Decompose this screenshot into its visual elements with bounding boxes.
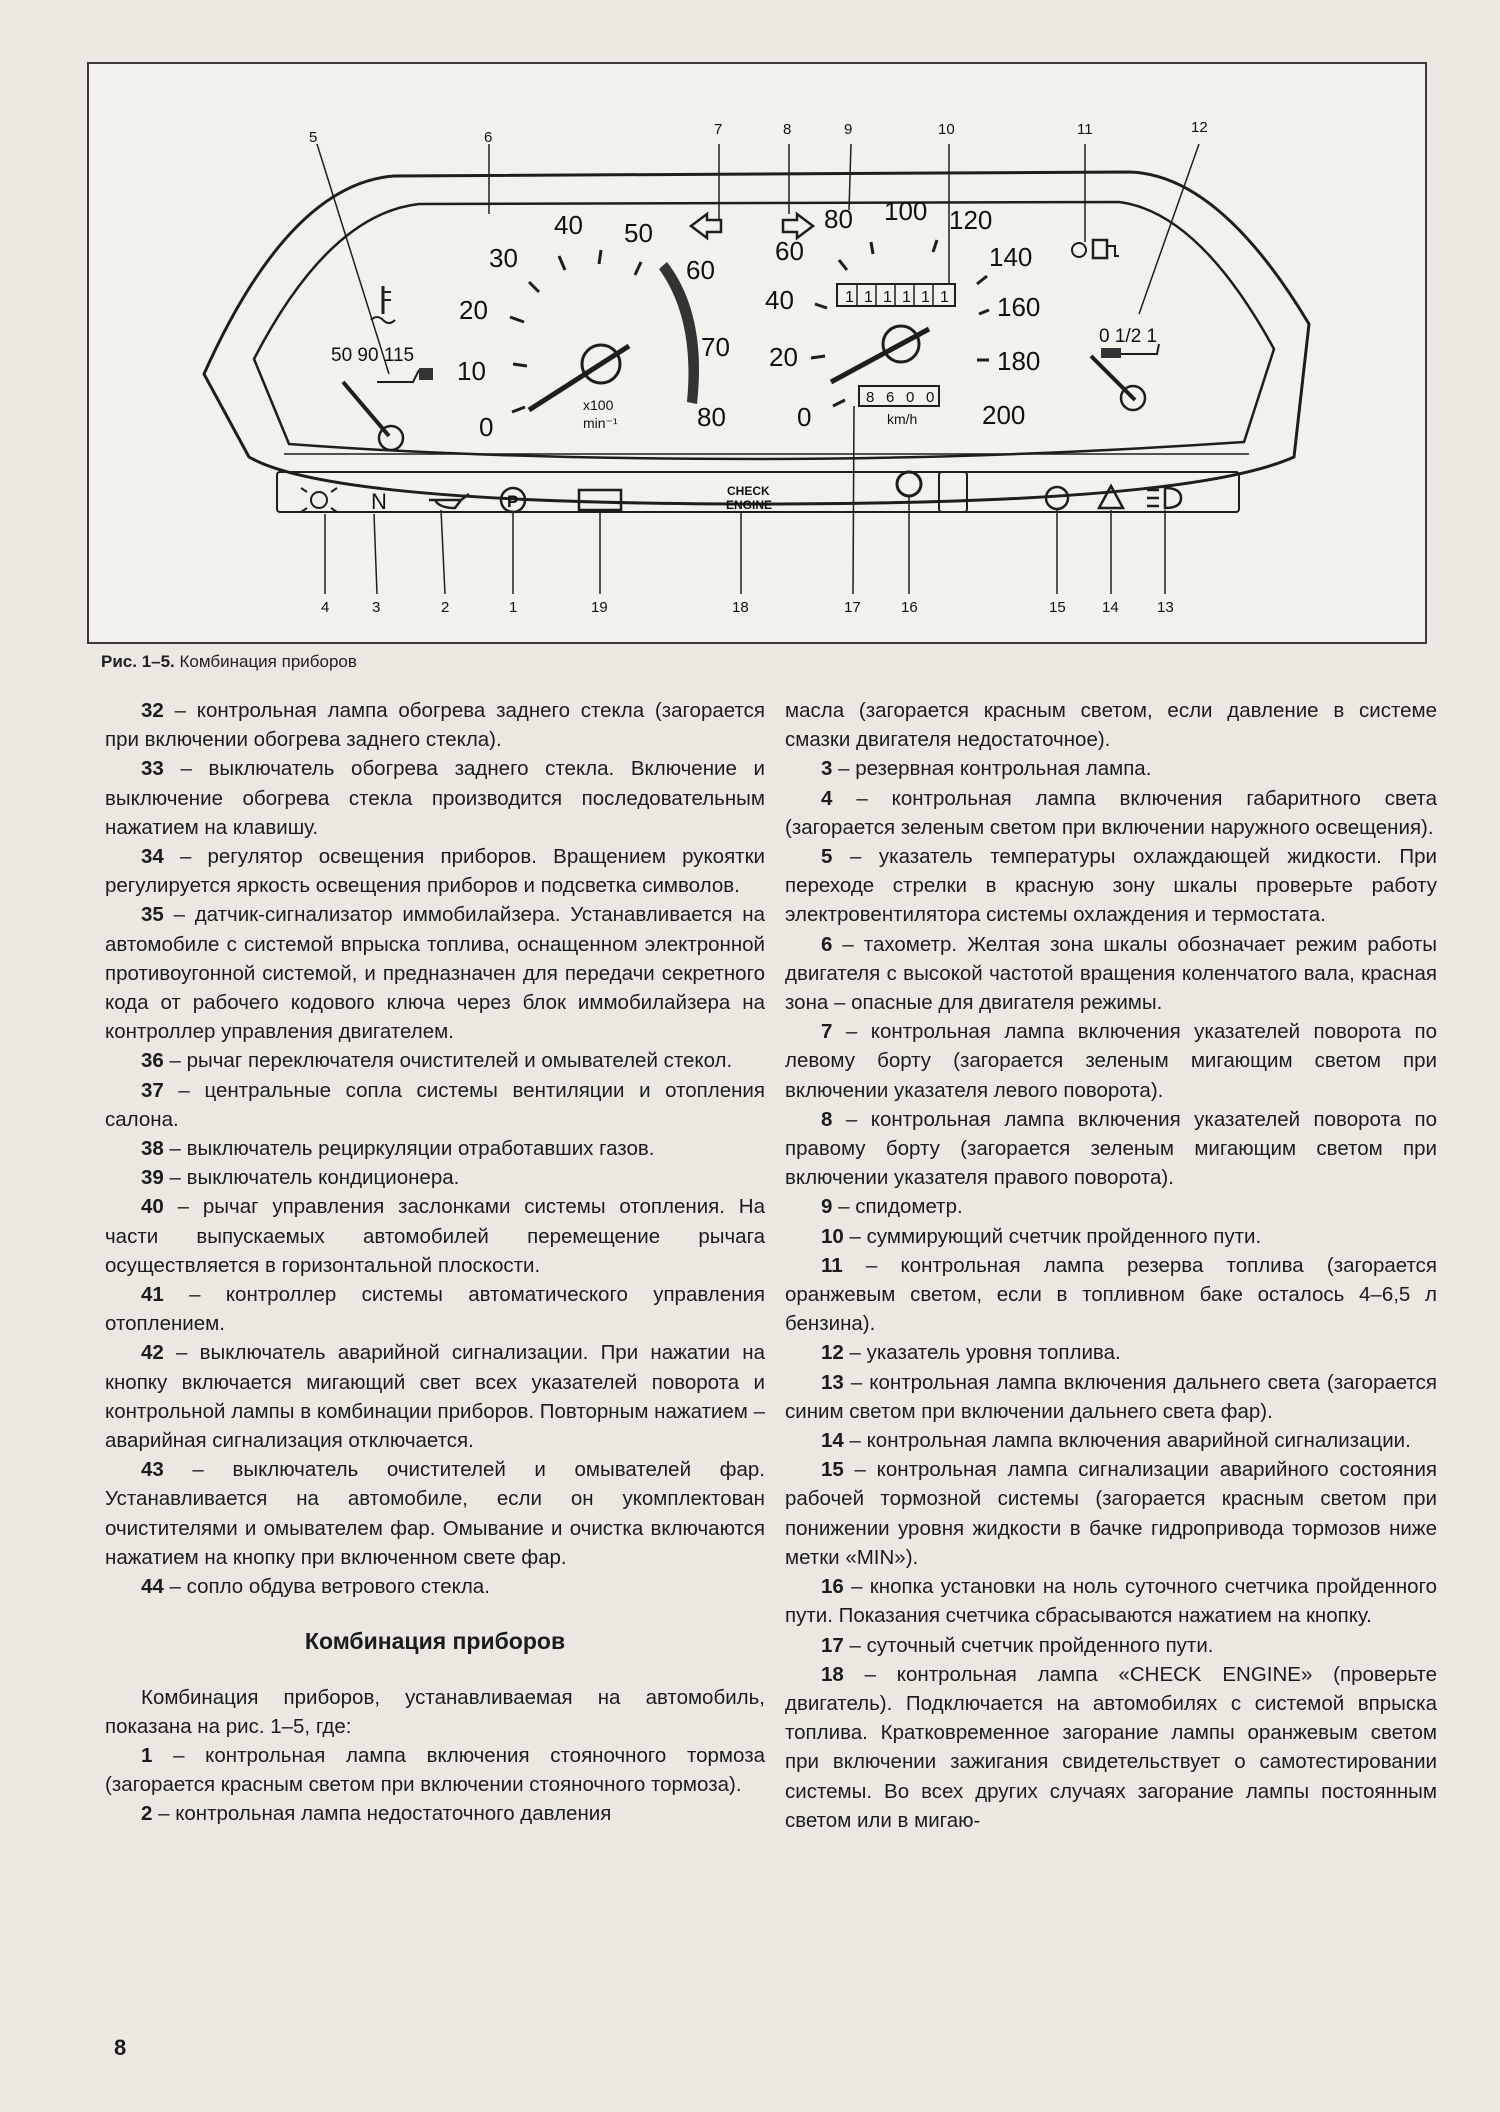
caption-text: Комбинация приборов (179, 652, 357, 671)
tacho-unit-bottom: min⁻¹ (583, 415, 618, 431)
callout-1: 1 (509, 599, 518, 616)
callout-5: 5 (309, 129, 318, 146)
speedo-tick-100: 100 (884, 196, 928, 226)
item-11: 11 – контрольная лампа резерва топлива (загорается оранжевым светом, если в топливном баке осталось 4–6,5 л бензина). (785, 1253, 1437, 1336)
fuel-pump-icon (1093, 240, 1119, 258)
tacho-tick-30: 30 (489, 243, 518, 273)
hazard-lamp-icon (1099, 486, 1123, 508)
tacho-tick-0: 0 (479, 412, 494, 442)
item-37: 37 – центральные сопла системы вентиляции и отопления салона. (105, 1078, 765, 1131)
item-6: 6 – тахометр. Желтая зона шкалы обозначает режим работы двигателя с высокой частотой вращения коленчатого вала, красная зона – опасные для двигателя режимы. (785, 932, 1437, 1015)
neutral-lamp-letter: N (371, 489, 387, 514)
speedo-tick-120: 120 (949, 205, 993, 235)
item-17: 17 – суточный счетчик пройденного пути. (821, 1633, 1214, 1657)
item-5: 5 – указатель температуры охлаждающей жидкости. При переходе стрелки в красную зону шкалы проверьте работу электровентилятора системы охлаждения и термостата. (785, 845, 1437, 927)
callout-4: 4 (321, 599, 330, 616)
odometer-digit-3: 1 (883, 289, 892, 306)
item-44: 44 – сопло обдува ветрового стекла. (141, 1575, 490, 1599)
page-number: 8 (114, 2035, 127, 2060)
tacho-tick-70: 70 (701, 332, 730, 362)
fuel-gauge (1072, 240, 1159, 410)
fuel-gauge-scale: 0 1/2 1 (1099, 326, 1158, 347)
item-2-continued: масла (загорается красным светом, если давление в системе смазки двигателя недостаточное). (785, 699, 1437, 752)
item-15: 15 – контрольная лампа сигнализации аварийного состояния рабочей тормозной системы (загорается красным светом при понижении уровня жидкости в бачке гидропривода тормозов ниже метки «MIN»). (785, 1458, 1437, 1569)
figure-caption (101, 652, 357, 672)
callout-14: 14 (1102, 599, 1119, 616)
item-33: 33 – выключатель обогрева заднего стекла. Включение и выключение обогрева стекла производится последовательным нажатием на клавишу. (105, 757, 765, 839)
item-10: 10 – суммирующий счетчик пройденного пути. (821, 1224, 1262, 1248)
tacho-unit-top: x100 (583, 397, 614, 413)
instrument-cluster-figure (87, 62, 1427, 644)
item-42: 42 – выключатель аварийной сигнализации. При нажатии на кнопку включается мигающий свет всех указателей поворота и контрольной лампы в комбинации приборов. Повторным нажатием – аварийная сигнализация отключается. (105, 1341, 765, 1453)
item-14: 14 – контрольная лампа включения аварийной сигнализации. (821, 1429, 1411, 1453)
tachometer (457, 210, 730, 442)
speedo-tick-80: 80 (824, 204, 853, 234)
item-16: 16 – кнопка установки на ноль суточного счетчика пройденного пути. Показания счетчика сбрасываются нажатием на кнопку. (785, 1575, 1437, 1628)
section-intro: Комбинация приборов, устанавливаемая на автомобиль, показана на рис. 1–5, где: (105, 1685, 765, 1738)
odometer-digit-4: 1 (902, 289, 911, 306)
odometer-digit-1: 1 (845, 289, 854, 306)
callout-19: 19 (591, 599, 608, 616)
callout-9: 9 (844, 121, 853, 138)
left-column (105, 696, 765, 1829)
trip-digit-2: 6 (886, 389, 895, 406)
temperature-gauge (331, 286, 433, 450)
callout-11: 11 (1077, 121, 1093, 138)
callout-2: 2 (441, 599, 450, 616)
item-3: 3 – резервная контрольная лампа. (821, 757, 1152, 781)
callout-8: 8 (783, 121, 792, 138)
speedo-unit: km/h (887, 411, 918, 427)
left-turn-arrow-icon (691, 214, 721, 238)
speedo-tick-200: 200 (982, 400, 1026, 430)
side-light-lamp-icon (301, 488, 337, 512)
odometer-digit-2: 1 (864, 289, 873, 306)
speedo-tick-140: 140 (989, 242, 1033, 272)
callout-15: 15 (1049, 599, 1066, 616)
item-39: 39 – выключатель кондиционера. (141, 1166, 460, 1190)
trip-digit-1: 8 (866, 389, 875, 406)
tacho-tick-50: 50 (624, 218, 653, 248)
check-engine-line2: ENGINE (726, 498, 773, 512)
speedo-tick-160: 160 (997, 292, 1041, 322)
item-18: 18 – контрольная лампа «CHECK ENGINE» (проверьте двигатель). Подключается на автомобилях с системой впрыска топлива. Кратковременное загорание лампы оранжевым светом при включении зажигания свидетельствует о самотестировании системы. Во всех других случаях загорание лампы постоянным светом или в мигаю- (785, 1662, 1437, 1832)
high-beam-lamp-icon (1147, 488, 1181, 508)
thermometer-icon (371, 286, 395, 323)
tacho-tick-20: 20 (459, 295, 488, 325)
caption-label: Рис. 1–5. (101, 652, 175, 671)
callout-10: 10 (938, 121, 955, 138)
item-12: 12 – указатель уровня топлива. (821, 1341, 1121, 1365)
trip-reset-button-icon (897, 472, 921, 496)
check-engine-line1: CHECK (727, 484, 770, 498)
item-9: 9 – спидометр. (821, 1195, 963, 1219)
callout-17: 17 (844, 599, 861, 616)
item-40: 40 – рычаг управления заслонками системы отопления. На части выпускаемых автомобилей перемещение рычага осуществляется в горизонтальной плоскости. (105, 1195, 765, 1277)
indicator-strip-right (939, 472, 1239, 512)
item-8: 8 – контрольная лампа включения указателей поворота по правому борту (загорается зеленым мигающим светом при включении указателя правого поворота). (785, 1107, 1437, 1190)
trip-digit-3: 0 (906, 389, 915, 406)
speedo-tick-20: 20 (769, 342, 798, 372)
item-1: 1 – контрольная лампа включения стояночного тормоза (загорается красным светом при включении стояночного тормоза). (105, 1743, 765, 1797)
tacho-tick-80: 80 (697, 402, 726, 432)
item-41: 41 – контроллер системы автоматического управления отоплением. (105, 1283, 765, 1336)
callout-18: 18 (732, 599, 749, 616)
tacho-tick-60: 60 (686, 255, 715, 285)
item-7: 7 – контрольная лампа включения указателей поворота по левому борту (загорается зеленым мигающим светом при включении указателя левого поворота). (785, 1020, 1437, 1102)
odometer-digit-5: 1 (921, 289, 930, 306)
item-38: 38 – выключатель рециркуляции отработавших газов. (141, 1137, 655, 1161)
speedo-tick-40: 40 (765, 285, 794, 315)
callout-16: 16 (901, 599, 918, 616)
item-36: 36 – рычаг переключателя очистителей и омывателей стекол. (141, 1049, 733, 1073)
callout-12: 12 (1191, 119, 1208, 136)
item-32: 32 – контрольная лампа обогрева заднего стекла (загорается при включении обогрева заднего стекла). (105, 699, 765, 752)
item-43: 43 – выключатель очистителей и омывателей фар. Устанавливается на автомобиле, если он укомплектован очистителями и омывателем фар. Омывание и очистка включаются нажатием на кнопку при включенном свете фар. (105, 1458, 765, 1569)
item-4: 4 – контрольная лампа включения габаритного света (загорается зеленым светом при включении наружного освещения). (785, 786, 1437, 839)
item-13: 13 – контрольная лампа включения дальнего света (загорается синим светом при включении дальнего света фар). (785, 1370, 1437, 1423)
temp-gauge-scale: 50 90 115 (331, 345, 415, 366)
item-2: 2 – контрольная лампа недостаточного давления (141, 1802, 612, 1826)
callout-6: 6 (484, 129, 493, 146)
instrument-cluster-drawing (89, 64, 1429, 646)
odometer-digit-6: 1 (940, 289, 949, 306)
tacho-tick-10: 10 (457, 356, 486, 386)
speedo-tick-180: 180 (997, 346, 1041, 376)
speedo-tick-0: 0 (797, 402, 812, 432)
callout-13: 13 (1157, 599, 1174, 616)
battery-lamp-icon (579, 490, 621, 510)
right-column (785, 696, 1437, 1835)
fuel-reserve-lamp-icon (1072, 243, 1086, 257)
parking-brake-letter: P (507, 492, 519, 511)
speedo-tick-60: 60 (775, 236, 804, 266)
section-heading: Комбинация приборов (304, 1628, 566, 1655)
trip-digit-4: 0 (926, 389, 935, 406)
item-35: 35 – датчик-сигнализатор иммобилайзера. Устанавливается на автомобиле с системой впрыска топлива, оснащенном электронной противоугонной системой, и предназначен для передачи секретного кода от рабочего кодового ключа через блок иммобилайзера на контроллер управления двигателем. (105, 903, 765, 1044)
callout-7: 7 (714, 121, 723, 138)
right-turn-arrow-icon (783, 214, 813, 238)
item-34: 34 – регулятор освещения приборов. Вращением рукоятки регулируется яркость освещения приборов и подсветка символов. (105, 845, 765, 898)
tacho-tick-40: 40 (554, 210, 583, 240)
callout-3: 3 (372, 599, 381, 616)
